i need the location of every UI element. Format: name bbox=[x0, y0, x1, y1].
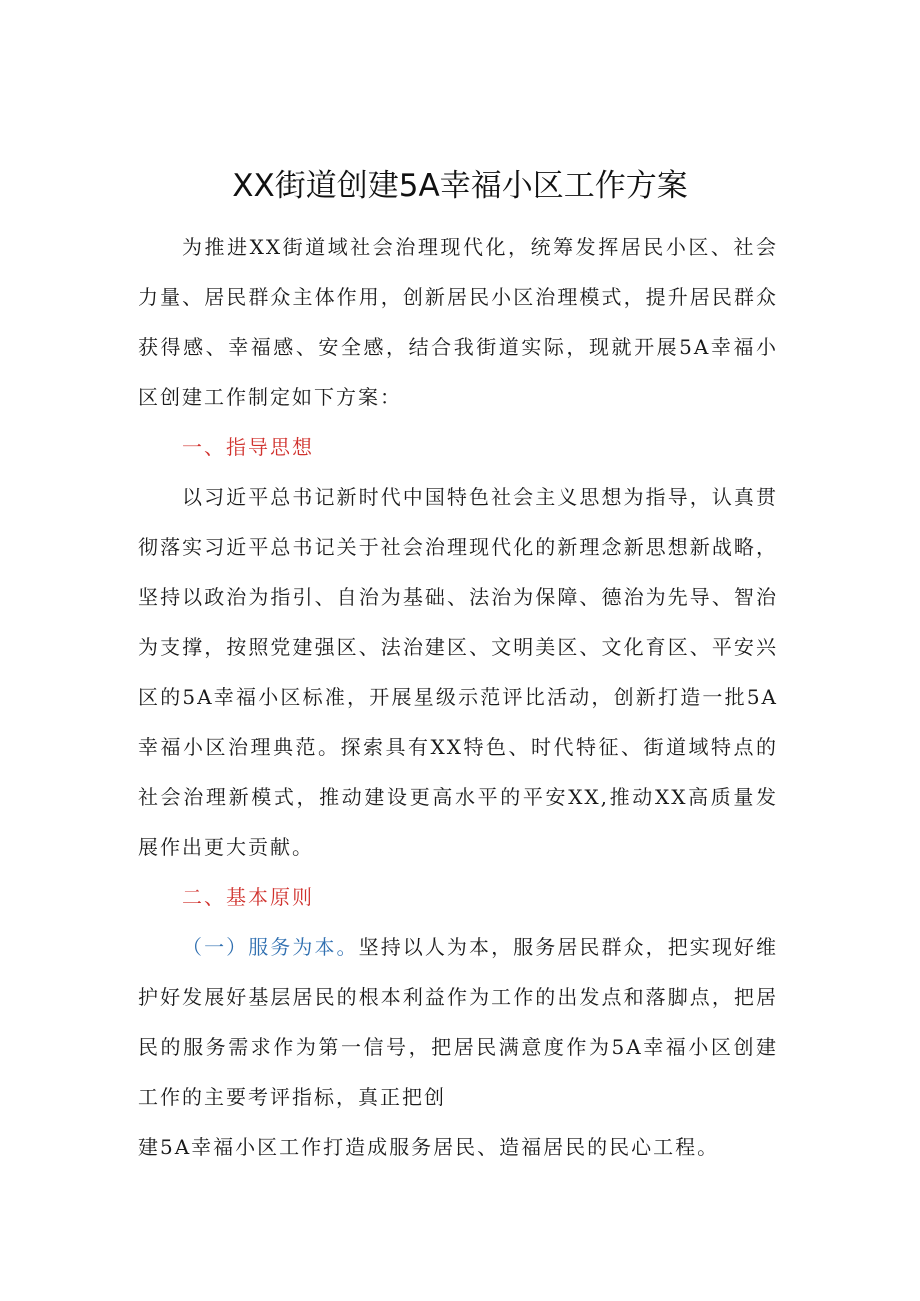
section2-item1-paragraph bbox=[138, 922, 778, 1122]
section1-paragraph: 以习近平总书记新时代中国特色社会主义思想为指导，认真贯彻落实习近平总书记关于社会治理现代化的新理念新思想新战略，坚持以政治为指引、自治为基础、法治为保障、德治为先导、智治为支撑，按照党建强区、法治建区、文明美区、文化育区、平安兴区的5A幸福小区标准，开展星级示范评比活动，创新打造一批5A幸福小区治理典范。探索具有XX特色、时代特征、街道域特点的社会治理新模式，推动建设更高水平的平安XX,推动XX高质量发展作出更大贡献。 bbox=[138, 485, 778, 859]
document-body bbox=[138, 222, 778, 1172]
section2-item1-label: （一）服务为本。 bbox=[182, 935, 359, 959]
section2-item1-continuation: 建5A幸福小区工作打造成服务居民、造福居民的民心工程。 bbox=[138, 1135, 720, 1159]
section1-heading: 一、指导思想 bbox=[182, 435, 314, 459]
intro-paragraph: 为推进XX街道域社会治理现代化，统筹发挥居民小区、社会力量、居民群众主体作用，创新居民小区治理模式，提升居民群众获得感、幸福感、安全感，结合我街道实际，现就开展5A幸福小区创建工作制定如下方案： bbox=[138, 235, 778, 409]
section2-heading: 二、基本原则 bbox=[182, 885, 314, 909]
section2-item1-text: 坚持以人为本，服务居民群众，把实现好维护好发展好基层居民的根本利益作为工作的出发点和落脚点，把居民的服务需求作为第一信号，把居民满意度作为5A幸福小区创建工作的主要考评指标，真正把创 bbox=[138, 935, 779, 1109]
document-title: XX街道创建5A幸福小区工作方案 bbox=[232, 168, 688, 204]
